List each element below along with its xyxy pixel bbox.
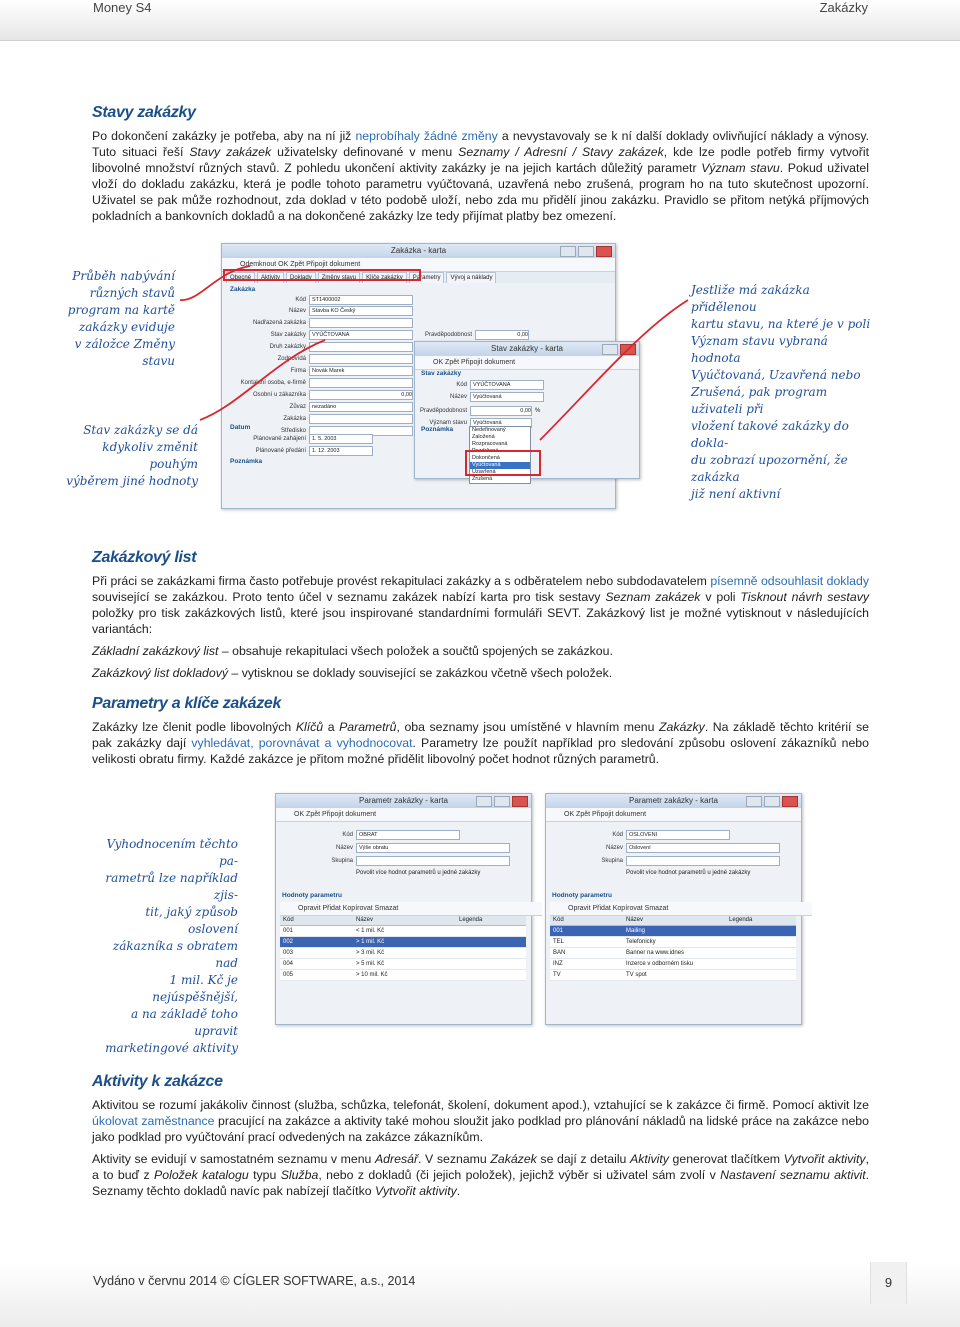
section-list	[92, 549, 869, 681]
note-zmeny-stavu: Průběh nabývání různých stavů program na kartě zakázky eviduje v záložce Změny stavu	[67, 269, 175, 368]
field[interactable]	[356, 856, 510, 866]
arrow-line	[180, 266, 250, 300]
tab[interactable]: Parametry	[409, 272, 445, 283]
grid-toolbar[interactable]: Opravit Přidat Kopírovat Smazat	[280, 902, 542, 916]
field[interactable]: ST1400002	[309, 295, 413, 305]
link[interactable]: písemně odsouhlasit doklady	[710, 574, 869, 588]
field[interactable]: Stavba KO Český	[309, 306, 413, 316]
table-row[interactable]: 004 > 5 mil. Kč	[280, 959, 526, 970]
field[interactable]	[626, 856, 780, 866]
checkbox-label[interactable]: Povolit více hodnot parametrů u jedné zakázky	[356, 870, 481, 876]
section-title: Parametry a klíče zakázek	[92, 695, 282, 712]
header-chapter: Zakázky	[819, 0, 868, 15]
paragraph: Po dokončení zakázky je potřeba, aby na ní již neprobíhaly žádné změny a nevystavovaly se k ní další doklady ovlivňující náklady a výnosy. Tuto situaci řeší Stavy zakázek uživatelsky definované v menu Seznamy / Adresní / Stavy zakázek, kde lze podle potřeb firmy vytvořit libovolné množství různých stavů. Z pohledu ukončení aktivity zakázky je na jejich kartách důležitý parametr Význam stavu. Pokud uživatel vloží do dokladu zakázku, která je podle tohoto parametru vyúčtovaná, uzavřená nebo zrušená, program ho na tuto skutečnost upozorní. Uživatel se pak může rozhodnout, zda doklad v této podobě uloží, nebo zda mu přidělí jinou zakázku. Pravidlo se přitom netýká příjmových pokladních a bankovních dokladů a na dokončené zakázky lze tedy přijímat platby bez omezení.	[92, 129, 870, 223]
field[interactable]: OBRAT	[356, 830, 460, 840]
table-row[interactable]: 002 > 1 mil. Kč	[280, 937, 526, 948]
arrow-line	[540, 300, 688, 440]
window-toolbar[interactable]: OK Zpět Připojit dokument	[546, 808, 801, 822]
minimize-icon[interactable]	[746, 796, 762, 807]
table-row[interactable]: BAN Banner na www.idnes	[550, 948, 796, 959]
field[interactable]: Výše obratu	[356, 843, 510, 853]
footer-text: Vydáno v červnu 2014 © CÍGLER SOFTWARE, a.s., 2014	[93, 1274, 416, 1288]
group-title: Datum	[230, 424, 251, 431]
maximize-icon[interactable]	[764, 796, 780, 807]
paragraph: Zakázkový list dokladový – vytisknou se doklady související se zakázkou včetně všech položek.	[92, 666, 613, 680]
table-row[interactable]: 001 < 1 mil. Kč	[280, 926, 526, 937]
option[interactable]: Založená	[472, 434, 495, 440]
paragraph: Při práci se zakázkami firma často potřebuje provést rekapitulaci zakázky a s odběratelem nebo subdodavatelem písemně odsouhlasit doklady související se zakázkou. Proto tento účel v seznamu zakázek nabízí karta pro tisk sestavy Seznam zakázek v poli Tisknout návrh sestavy položky pro tisk zakázkových listů, které jsou inspirované standardními formuláři SEVT. Zakázkový list je možné vytisknout v následujících variantách:	[92, 574, 869, 636]
screenshot-stav-karta: Stav zakázky - karta OK Zpět Připojit dokument Stav zakázky Kód VYÚČTOVANA Název Vyúčtovaná Pravděpodobnost 0,00 % Význam stavu Vyúčtovaná Poznámka Nedefinovaný Založená Rozpracovaná Pozdržená Dokončená Vyúčtovaná Uzavřená Zrušená	[414, 341, 640, 479]
field[interactable]: 0,00	[309, 390, 413, 400]
screenshot-zakazka-karta: Zakázka - karta Odemknout OK Zpět Připojit dokument Obecné Aktivity Doklady Změny stavu Klíče zakázky Parametry Vývoj a náklady Zakázka Kód ST1400002 Název Stavba KO Český Nadřazená zakázka Stav zakázky VYÚČTOVANA Druh zakázky Zodpovídá Firma Novák Marek Kontaktní osoba, e-firmě Osobní u zákazníka 0,00 Zůvaz nezadáno Zakázka Středisko Pravděpodobnost 0,00 Datum Plánované zahájení 1. 5. 2003 Plánované předání 1. 12. 2003 Poznámka Stav zakázky - karta OK Zpět Připojit dokument Stav zakázky Kód VYÚČTOVANA Název Vyúčtovaná Pravděpodobnost 0,00 % Význam stavu Vyúčtovaná Poznámka Nedefinovaný Založená Rozpracovaná Pozdržená Dokončená Vyúčtovaná Uzavřená Zrušená	[221, 243, 616, 509]
section-title: Aktivity k zakázce	[92, 1073, 223, 1090]
option[interactable]: Pozdržená	[472, 448, 499, 454]
option[interactable]: Zrušená	[472, 476, 493, 482]
window-toolbar[interactable]: Odemknout OK Zpět Připojit dokument	[222, 258, 615, 272]
field[interactable]: Vyúčtovaná	[470, 392, 544, 402]
option[interactable]: Dokončená	[472, 455, 500, 461]
group-title: Poznámka	[230, 458, 263, 465]
section-param	[92, 695, 869, 767]
field[interactable]: 0,00	[475, 330, 529, 340]
option-selected[interactable]: Vyúčtovaná	[470, 462, 530, 469]
grid: Kód Název Legenda 001 Mailing TEL Telefonicky BAN Banner na www.idnes INZ Inzerce v odborném tisku TV TV spot	[550, 916, 796, 981]
table-row[interactable]: 005 > 10 mil. Kč	[280, 970, 526, 981]
close-icon[interactable]	[512, 796, 528, 807]
table-row[interactable]: 001 Mailing	[550, 926, 796, 937]
tab[interactable]: Obecné	[226, 272, 255, 283]
link[interactable]: vyhledávat, porovnávat a vyhodnocovat	[191, 736, 413, 750]
vyznam-select[interactable]: Vyúčtovaná	[470, 418, 532, 428]
field[interactable]: VYÚČTOVANA	[309, 330, 413, 340]
note-vyhodnoceni: Vyhodnocením těchto pa- rametrů lze například zjis- tit, jaký způsob oslovení zákazníka s obratem nad 1 mil. Kč je nejúspěšnější, a na základě toho upravit marketingové aktivity	[105, 837, 238, 1055]
tab[interactable]: Změny stavu	[318, 272, 360, 283]
link[interactable]: neprobíhaly žádné změny	[355, 129, 498, 143]
link[interactable]: úkolovat zaměstnance	[92, 1114, 215, 1128]
screenshot-parametr-osloveni: Parametr zakázky - karta OK Zpět Připojit dokument Kód OSLOVENI Název Oslovení Skupina Povolit více hodnot parametrů u jedné zakázky Hodnoty parametru Opravit Přidat Kopírovat Smazat Kód Název Legenda 001 Mailing TEL Telefonicky BAN Banner na www.idnes INZ Inzerce v odborném tisku TV TV spot	[545, 793, 802, 1025]
window-titlebar: Stav zakázky - karta	[415, 342, 639, 356]
paragraph: Základní zakázkový list – obsahuje rekapitulaci všech položek a součtů spojených se zakázkou.	[92, 644, 613, 658]
field[interactable]: nezadáno	[309, 402, 413, 412]
group-title: Hodnoty parametru	[282, 892, 342, 899]
arrow-line	[200, 340, 325, 420]
section-title: Stavy zakázky	[92, 104, 196, 121]
page-footer	[0, 1262, 960, 1327]
field[interactable]: 0,00	[470, 406, 532, 416]
group-title: Hodnoty parametru	[552, 892, 612, 899]
tab[interactable]: Aktivity	[257, 272, 284, 283]
maximize-icon[interactable]	[494, 796, 510, 807]
group-title: Poznámka	[421, 426, 454, 433]
field[interactable]: VYÚČTOVANA	[470, 380, 544, 390]
table-row[interactable]: 003 > 3 mil. Kč	[280, 948, 526, 959]
note-zmena-stavu: Stav zakázky se dá kdykoliv změnit pouhým výběrem jiné hodnoty	[66, 423, 198, 488]
group-title: Zakázka	[230, 286, 256, 293]
field[interactable]: OSLOVENI	[626, 830, 730, 840]
paragraph: Zakázky lze členit podle libovolných Klíčů a Parametrů, oba seznamy jsou umístěné v hlavním menu Zakázky. Na základě těchto kritérií se pak zakázky dají vyhledávat, porovnávat a vyhodnocovat. Parametry lze použít například pro sledování způsobu oslovení zákazníků nebo velikosti obratu firmy. Každé zakázce je přitom možné přidělit libovolný počet hodnot různých parametrů.	[92, 720, 869, 766]
minimize-icon[interactable]	[476, 796, 492, 807]
section-aktivity	[92, 1073, 869, 1199]
field[interactable]: Novák Marek	[309, 366, 413, 376]
close-icon[interactable]	[782, 796, 798, 807]
tab[interactable]: Vývoj a náklady	[446, 272, 496, 283]
note-upozorneni: Jestliže má zakázka přidělenou kartu stavu, na které je v poli Význam stavu vybraná hodnota Vyúčtovaná, Uzavřená nebo Zrušená, pak program uživateli při vložení takové zakázky do dokla- du zobrazí upozornění, že zakázka již není aktivní	[691, 283, 871, 501]
option[interactable]: Rozpracovaná	[472, 441, 508, 447]
header-product: Money S4	[93, 0, 152, 15]
paragraph: Aktivity se evidují v samostatném seznamu v menu Adresář. V seznamu Zakázek se dají z detailu Aktivity generovat tlačítkem Vytvořit aktivity, a to buď z Položek katalogu typu Služba, nebo z dokladů (či jejich položek), jejichž výběr si uživatel sám zvolí v Nastavení seznamu aktivit. Seznamy těchto dokladů navíc pak nabízejí tlačítko Vytvořit aktivity.	[92, 1152, 870, 1198]
field[interactable]: Oslovení	[626, 843, 780, 853]
window-titlebar: Parametr zakázky - karta	[546, 794, 801, 808]
table-row[interactable]: INZ Inzerce v odborném tisku	[550, 959, 796, 970]
window-toolbar[interactable]: OK Zpět Připojit dokument	[276, 808, 531, 822]
date-field[interactable]: 1. 12. 2003	[309, 446, 373, 456]
date-field[interactable]: 1. 5. 2003	[309, 434, 373, 444]
paragraph: Aktivitou se rozumí jakákoliv činnost (služba, schůzka, telefonát, školení, dokument apod.), vztahující se k zakázce či firmě. Pomocí aktivit lze úkolovat zaměstnance pracující na zakázce a aktivity také mohou sloužit jako podklad pro plánování nákladů na lidské práce na zakázce nebo jako podklad pro vyúčtování prací odvedených na zakázce zákazníkům.	[92, 1098, 869, 1144]
page-number: 9	[870, 1262, 907, 1304]
window-titlebar: Parametr zakázky - karta	[276, 794, 531, 808]
window-toolbar[interactable]: OK Zpět Připojit dokument	[415, 356, 639, 370]
table-row[interactable]: TEL Telefonicky	[550, 937, 796, 948]
option[interactable]: Nedefinovaný	[472, 427, 506, 433]
tab[interactable]: Doklady	[286, 272, 316, 283]
grid-toolbar[interactable]: Opravit Přidat Kopírovat Smazat	[550, 902, 812, 916]
checkbox-label[interactable]: Povolit více hodnot parametrů u jedné zakázky	[626, 870, 751, 876]
tab[interactable]: Klíče zakázky	[362, 272, 407, 283]
group-title: Stav zakázky	[421, 370, 462, 377]
section-title: Zakázkový list	[92, 549, 197, 566]
screenshot-parametr-obrat: Parametr zakázky - karta OK Zpět Připojit dokument Kód OBRAT Název Výše obratu Skupina Povolit více hodnot parametrů u jedné zakázky Hodnoty parametru Opravit Přidat Kopírovat Smazat Kód Název Legenda 001 < 1 mil. Kč 002 > 1 mil. Kč 003 > 3 mil. Kč 004 > 5 mil. Kč 005 > 10 mil. Kč	[275, 793, 532, 1025]
table-row[interactable]: TV TV spot	[550, 970, 796, 981]
window-titlebar: Zakázka - karta	[222, 244, 615, 258]
option[interactable]: Uzavřená	[472, 469, 496, 475]
annotation-arrows	[0, 0, 960, 560]
grid: Kód Název Legenda 001 < 1 mil. Kč 002 > 1 mil. Kč 003 > 3 mil. Kč 004 > 5 mil. Kč 005 > 10 mil. Kč	[280, 916, 526, 981]
